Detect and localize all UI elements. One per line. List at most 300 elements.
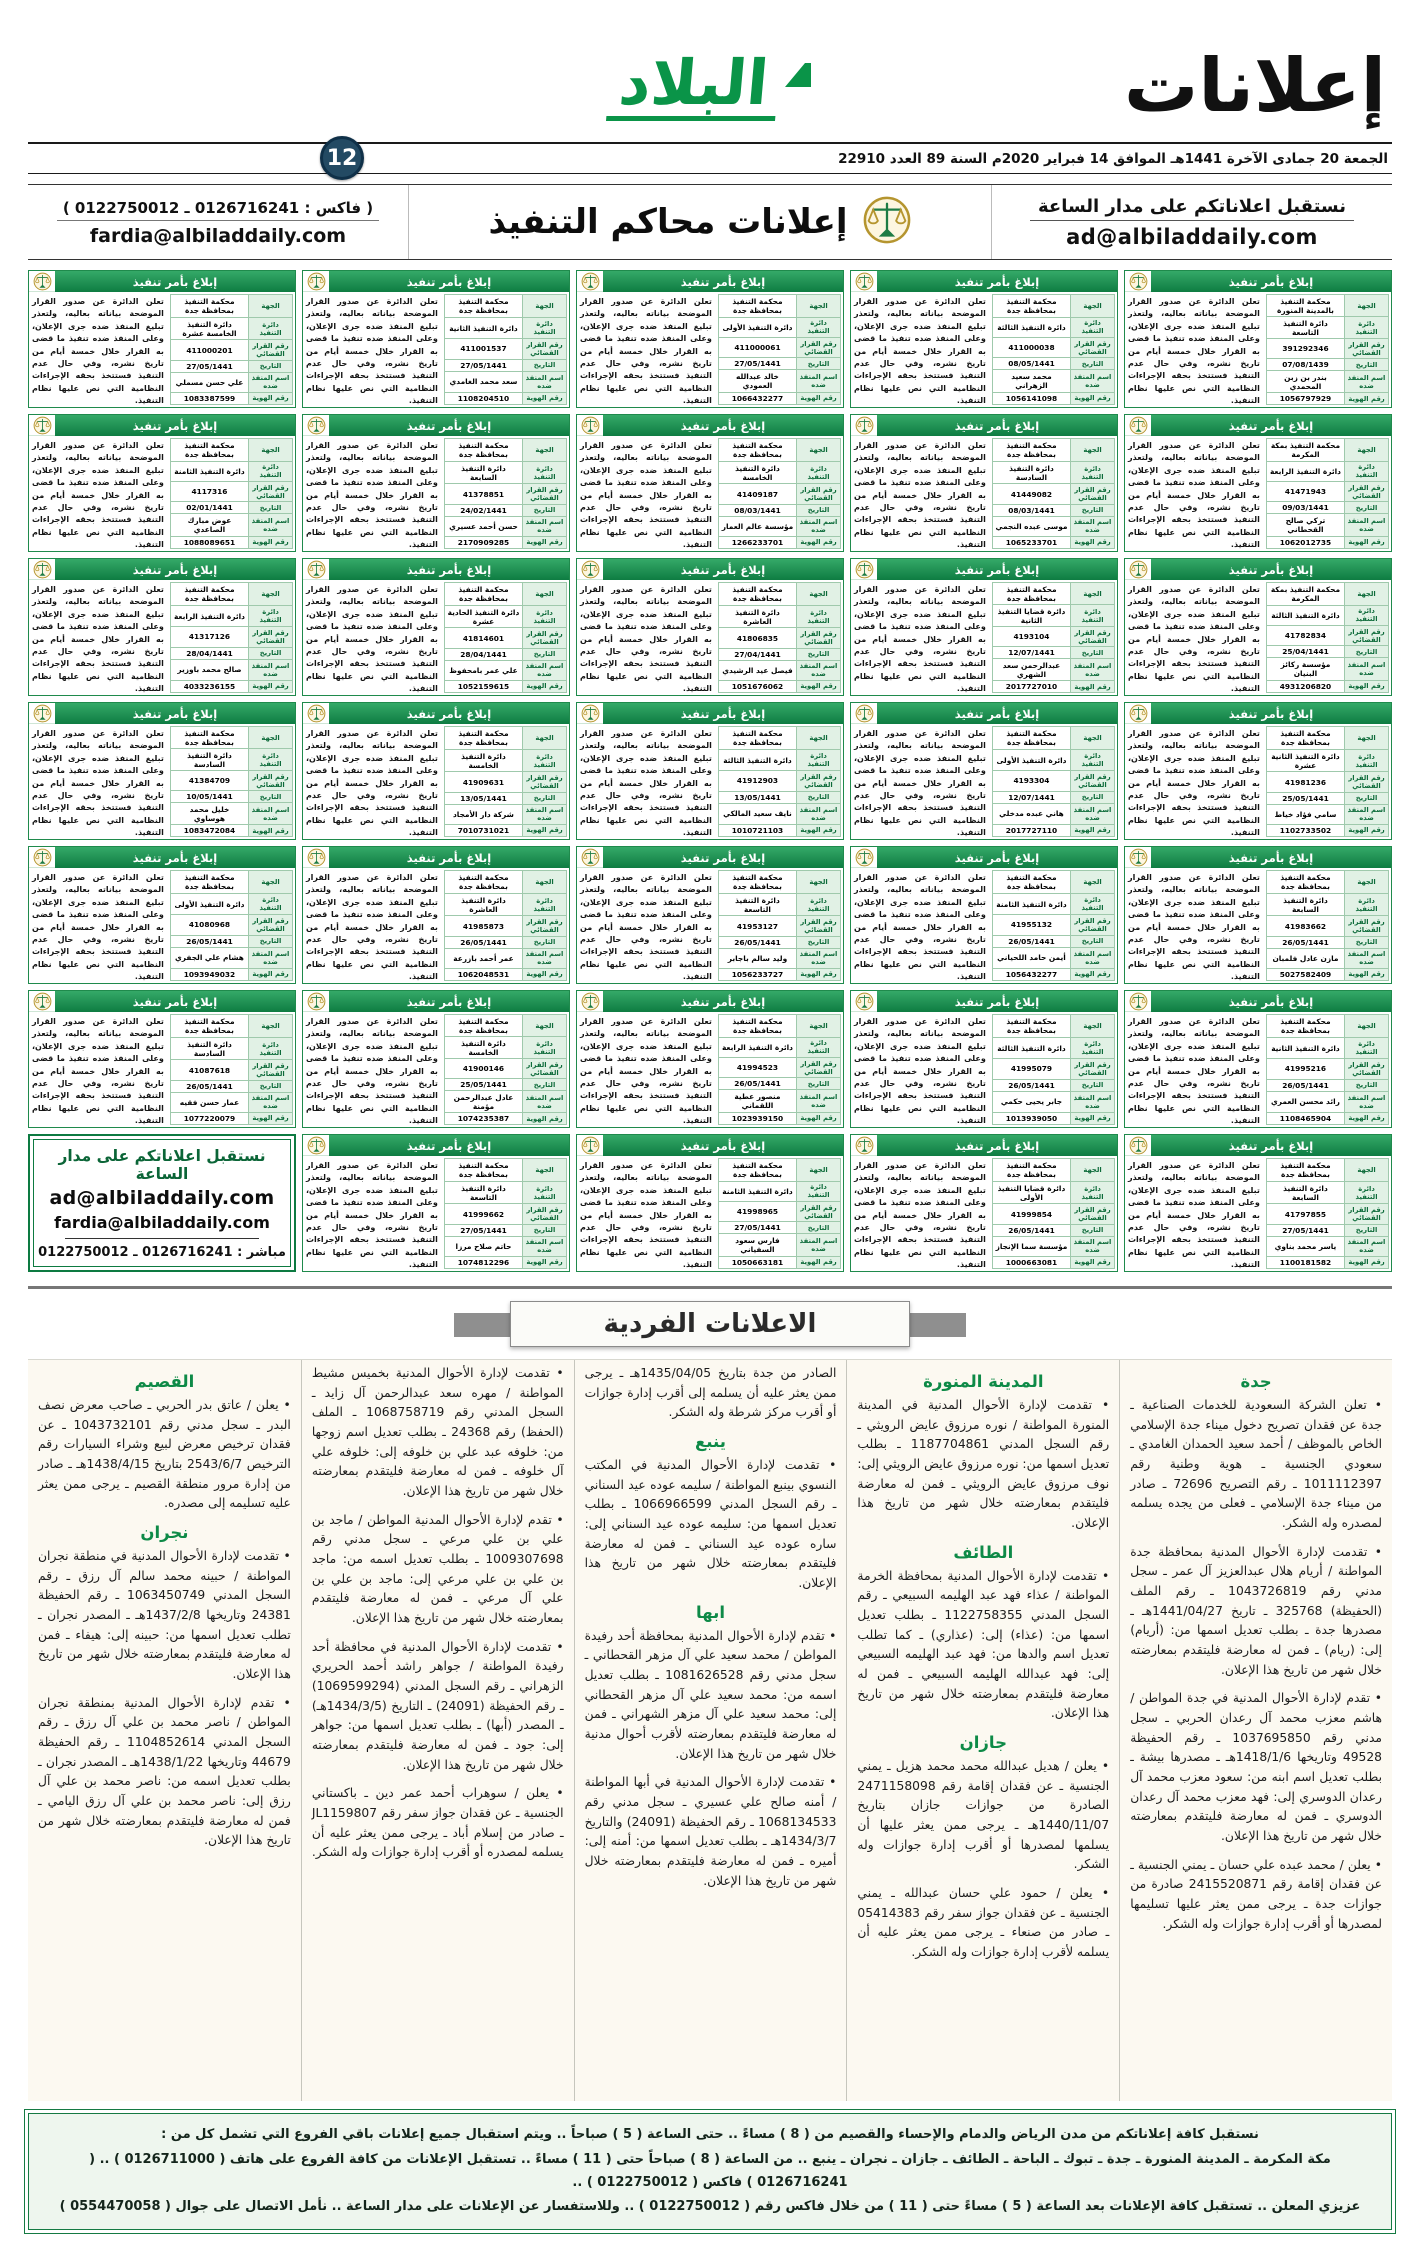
field-label: رقم القرار القضائي — [797, 916, 841, 936]
field-label: رقم الهوية — [1071, 968, 1115, 980]
notice-card-body — [29, 436, 295, 551]
execution-notice-card — [1124, 990, 1392, 1128]
notice-body-text: تعلن الدائرة عن صدور القرار الموضحة بياناته بعاليه، ولتعذر تبليغ المنفذ ضده جرى الإعلان، وعلى المنفذ ضده تنفيذ ما قضى به القرار خلال خمسة أيام من تاريخ نشره، وفي حال عدم التنفيذ فستتخذ بحقه الإجراءات النظامية التي نص عليها نظام التنفيذ. — [580, 441, 712, 550]
field-value-court: محكمة التنفيذ بمكة المكرمة — [1266, 439, 1344, 462]
field-value-id-no: 1056797929 — [1266, 393, 1344, 405]
field-value-id-no: 1056233727 — [718, 968, 796, 980]
field-value-court: محكمة التنفيذ بمحافظة جدة — [718, 295, 796, 318]
classified-ad: • تقدم لإدارة الأحوال المدنية في جدة المواطن / هاشم معزب محمد آل رعدان الحربي ـ سجل مدني رقم 1037695850 ـ رقم الحفيظة 49528 وتاريخها 1418/1/6هـ ـ مصدرها بيشة ـ بطلب تعديل اسم ابنه من: سعود معزب محمد آل رعدان الدوسري إلى: فهد معزب محمد آل رعدان الدوسري ـ فمن له معارضة فليتقدم بمعارضته خلال شهر من تاريخ هذا الإعلان. — [1130, 1691, 1383, 1844]
field-label: اسم المنفذ ضده — [523, 660, 567, 680]
field-label: الجهة — [523, 727, 567, 750]
notice-card-body — [851, 1156, 1117, 1271]
field-value-circuit: دائرة التنفيذ الحادية عشرة — [444, 605, 522, 628]
field-value-id-no: 1050663181 — [718, 1256, 796, 1268]
execution-notice-card — [1124, 702, 1392, 840]
justice-scales-icon — [303, 415, 329, 436]
field-value-id-no: 1066432277 — [718, 392, 796, 404]
field-value-debtor-name: منصور عطية اللقماني — [718, 1090, 796, 1113]
field-value-decision-no: 41985873 — [444, 916, 522, 936]
field-label: دائرة التنفيذ — [1071, 605, 1115, 627]
field-value-date: 02/01/1441 — [170, 502, 248, 514]
page-footer — [28, 2113, 1392, 2230]
notice-card-header — [1125, 847, 1391, 868]
notice-card-header — [1125, 271, 1391, 292]
field-value-debtor-name: حاتم صلاح مرزا — [444, 1236, 522, 1256]
field-value-court: محكمة التنفيذ بمحافظة جدة — [444, 295, 522, 318]
field-value-circuit: دائرة التنفيذ الثانية عشرة — [1266, 749, 1344, 772]
field-value-circuit: دائرة التنفيذ الخامسة عشرة — [170, 317, 248, 340]
field-label: دائرة التنفيذ — [249, 461, 293, 481]
field-label: رقم الهوية — [249, 536, 293, 548]
field-label: التاريخ — [797, 358, 841, 370]
execution-notice-card — [576, 558, 844, 696]
field-label: دائرة التنفيذ — [1071, 750, 1115, 771]
field-label: رقم الهوية — [1071, 824, 1115, 836]
field-value-id-no: 1051676062 — [718, 680, 796, 692]
field-value-date: 27/05/1441 — [1266, 1224, 1344, 1236]
field-label: التاريخ — [1345, 1224, 1389, 1236]
field-value-debtor-name: رائد محسن العمري — [1266, 1091, 1344, 1112]
field-label: الجهة — [1345, 1159, 1389, 1182]
notice-card-body — [1125, 1156, 1391, 1271]
field-label: التاريخ — [1345, 792, 1389, 804]
field-value-court: محكمة التنفيذ بمحافظة جدة — [444, 439, 522, 462]
field-label: التاريخ — [249, 791, 293, 803]
field-label: دائرة التنفيذ — [1071, 1181, 1115, 1204]
execution-notice-card — [302, 990, 570, 1128]
field-label: رقم الهوية — [1345, 968, 1389, 980]
classified-ad: • يعلن / محمد عبده علي حسان ـ يمني الجنسية ـ عن فقدان إقامة رقم 2415520871 صادرة من جوازات جدة ـ يرجى ممن يعثر عليها تسليمها لمصدرها أو أقرب إدارة جوازات وله الشكر. — [1130, 1857, 1383, 1931]
field-value-id-no: 5027582409 — [1266, 968, 1344, 980]
execution-notice-card — [850, 846, 1118, 984]
field-value-debtor-name: أيمن حامد اللحياني — [992, 947, 1070, 968]
notice-card-body — [29, 868, 295, 983]
court-ads-header — [408, 185, 992, 259]
field-label: دائرة التنفيذ — [1345, 605, 1389, 625]
field-value-decision-no: 41912903 — [718, 770, 796, 791]
field-label: رقم الهوية — [797, 968, 841, 980]
justice-scales-icon — [29, 703, 55, 724]
field-value-court: محكمة التنفيذ بمحافظة جدة — [992, 1015, 1070, 1038]
field-label: اسم المنفذ ضده — [249, 947, 293, 968]
field-label: اسم المنفذ ضده — [797, 516, 841, 536]
field-label: دائرة التنفيذ — [797, 317, 841, 337]
notice-fields-table — [444, 870, 567, 981]
field-label: رقم الهوية — [1345, 536, 1389, 548]
field-label: الجهة — [523, 295, 567, 318]
field-label: دائرة التنفيذ — [523, 461, 567, 484]
field-label: دائرة التنفيذ — [523, 749, 567, 772]
execution-notice-card — [576, 702, 844, 840]
page-number-badge: 12 — [320, 136, 364, 180]
field-label: الجهة — [1071, 1015, 1115, 1038]
notice-title: إبلاغ بأمر تنفيذ — [603, 559, 843, 580]
notice-body-text: تعلن الدائرة عن صدور القرار الموضحة بياناته بعاليه، ولتعذر تبليغ المنفذ ضده جرى الإعلان، وعلى المنفذ ضده تنفيذ ما قضى به القرار خلال خمسة أيام من تاريخ نشره، وفي حال عدم التنفيذ فستتخذ بحقه الإجراءات النظامية التي نص عليها نظام التنفيذ. — [32, 585, 164, 694]
notice-card-body — [1125, 292, 1391, 407]
field-value-circuit: دائرة التنفيذ الثالثة — [718, 750, 796, 771]
field-label: الجهة — [249, 583, 293, 606]
notice-body-text: تعلن الدائرة عن صدور القرار الموضحة بياناته بعاليه، ولتعذر تبليغ المنفذ ضده جرى الإعلان، وعلى المنفذ ضده تنفيذ ما قضى به القرار خلال خمسة أيام من تاريخ نشره، وفي حال عدم التنفيذ فستتخذ بحقه الإجراءات النظامية التي نص عليها نظام التنفيذ. — [306, 441, 438, 550]
field-value-circuit: دائرة التنفيذ الرابعة — [718, 1037, 796, 1057]
field-value-court: محكمة التنفيذ بالمدينة المنورة — [1266, 295, 1344, 317]
notice-fields-table — [1266, 294, 1389, 405]
field-value-id-no: 4931206820 — [1266, 680, 1344, 692]
field-label: رقم القرار القضائي — [797, 1058, 841, 1078]
classified-ad: • تقدمت لإدارة الأحوال المدنية بمحافظة جدة المواطنة / أريام هلال عبدالعزيز آل عمر ـ سجل مدني رقم 1043726819 ـ رقم الملف (الحفيظة) 325768 ـ تاريخ 1441/04/27هـ ـ مصدرها جدة ـ بطلب تعديل اسمها من: (أريام) إلى: (ريام) ـ فمن له معارضة فليتقدم بمعارضته خلال شهر من تاريخ هذا الإعلان. — [1130, 1544, 1382, 1677]
notice-card-header — [303, 1135, 569, 1156]
justice-scales-icon — [303, 847, 329, 868]
field-label: رقم القرار القضائي — [1345, 1058, 1389, 1079]
field-label: دائرة التنفيذ — [249, 317, 293, 340]
field-label: الجهة — [523, 871, 567, 894]
notice-title: إبلاغ بأمر تنفيذ — [1151, 559, 1391, 580]
field-label: الجهة — [249, 727, 293, 749]
notice-card-body — [303, 1156, 569, 1271]
field-value-debtor-name: عبدالرحمن سعد الشهري — [992, 659, 1070, 681]
logo-text: البلاد — [606, 52, 781, 121]
notice-fields-table — [1266, 438, 1389, 549]
justice-scales-icon — [29, 271, 55, 292]
field-value-id-no: 1065233701 — [992, 536, 1070, 548]
field-value-date: 24/02/1441 — [444, 504, 522, 516]
notice-body-text: تعلن الدائرة عن صدور القرار الموضحة بياناته بعاليه، ولتعذر تبليغ المنفذ ضده جرى الإعلان، وعلى المنفذ ضده تنفيذ ما قضى به القرار خلال خمسة أيام من تاريخ نشره، وفي حال عدم التنفيذ فستتخذ بحقه الإجراءات النظامية التي نص عليها نظام التنفيذ. — [306, 1017, 438, 1126]
field-label: دائرة التنفيذ — [1345, 893, 1389, 916]
field-value-court: محكمة التنفيذ بمحافظة جدة — [992, 439, 1070, 462]
justice-scales-icon — [577, 1135, 603, 1156]
field-label: رقم القرار القضائي — [523, 628, 567, 648]
field-value-circuit: دائرة التنفيذ السابعة — [444, 461, 522, 484]
field-label: الجهة — [1345, 295, 1389, 317]
field-label: اسم المنفذ ضده — [1345, 371, 1389, 393]
notice-card-header — [1125, 415, 1391, 436]
field-label: رقم الهوية — [1071, 1112, 1115, 1124]
notice-title: إبلاغ بأمر تنفيذ — [1151, 703, 1391, 724]
notice-card-body — [577, 724, 843, 839]
notice-title: إبلاغ بأمر تنفيذ — [877, 847, 1117, 868]
city-heading: ابها — [696, 1602, 725, 1622]
field-label: اسم المنفذ ضده — [523, 804, 567, 824]
field-value-decision-no: 411000038 — [992, 338, 1070, 358]
field-label: التاريخ — [1345, 359, 1389, 371]
execution-notice-card — [850, 702, 1118, 840]
field-label: رقم الهوية — [249, 680, 293, 692]
field-value-decision-no: 41471943 — [1266, 482, 1344, 502]
justice-scales-icon — [303, 991, 329, 1012]
field-label: رقم الهوية — [797, 392, 841, 404]
field-value-circuit: دائرة التنفيذ التاسعة — [444, 1181, 522, 1204]
field-label: دائرة التنفيذ — [249, 749, 293, 771]
field-label: التاريخ — [1071, 647, 1115, 659]
field-label: الجهة — [249, 1015, 293, 1038]
execution-notice-card — [28, 558, 296, 696]
field-value-court: محكمة التنفيذ بمحافظة جدة — [444, 871, 522, 894]
field-label: الجهة — [797, 871, 841, 894]
classifieds-column — [301, 1360, 574, 2101]
notice-card-body — [577, 292, 843, 407]
field-label: اسم المنفذ ضده — [797, 948, 841, 968]
field-label: التاريخ — [249, 935, 293, 947]
field-value-decision-no: 411001537 — [444, 338, 522, 359]
contact-box-divider — [65, 1238, 258, 1239]
field-label: التاريخ — [1345, 646, 1389, 658]
field-label: رقم الهوية — [1071, 392, 1115, 404]
notice-body-text: تعلن الدائرة عن صدور القرار الموضحة بياناته بعاليه، ولتعذر تبليغ المنفذ ضده جرى الإعلان، وعلى المنفذ ضده تنفيذ ما قضى به القرار خلال خمسة أيام من تاريخ نشره، وفي حال عدم التنفيذ فستتخذ بحقه الإجراءات النظامية التي نص عليها نظام التنفيذ. — [32, 1017, 164, 1126]
notice-card-body — [303, 436, 569, 551]
field-label: التاريخ — [1071, 791, 1115, 803]
notice-body-text: تعلن الدائرة عن صدور القرار الموضحة بياناته بعاليه، ولتعذر تبليغ المنفذ ضده جرى الإعلان، وعلى المنفذ ضده تنفيذ ما قضى به القرار خلال خمسة أيام من تاريخ نشره، وفي حال عدم التنفيذ فستتخذ بحقه الإجراءات النظامية التي نص عليها نظام التنفيذ. — [580, 585, 712, 694]
notice-card-header — [851, 271, 1117, 292]
field-value-date: 27/05/1441 — [718, 1222, 796, 1234]
notice-title: إبلاغ بأمر تنفيذ — [329, 847, 569, 868]
field-value-decision-no: 41999662 — [444, 1204, 522, 1224]
notice-card-header — [1125, 1135, 1391, 1156]
field-label: الجهة — [1345, 439, 1389, 462]
field-value-decision-no: 41782834 — [1266, 626, 1344, 646]
classified-ad: الصادر من جدة بتاريخ 1435/04/05هـ ـ يرجى ممن يعثر عليه أن يسلمه إلى أقرب إدارة جوازات أو أقرب مركز شرطة وله الشكر. — [584, 1366, 837, 1420]
field-value-decision-no: 41995216 — [1266, 1058, 1344, 1079]
field-label: اسم المنفذ ضده — [1345, 948, 1389, 968]
field-value-id-no: 7010731021 — [444, 824, 522, 836]
justice-scales-icon — [851, 703, 877, 724]
field-label: رقم القرار القضائي — [797, 770, 841, 791]
notice-body-text: تعلن الدائرة عن صدور القرار الموضحة بياناته بعاليه، ولتعذر تبليغ المنفذ ضده جرى الإعلان، وعلى المنفذ ضده تنفيذ ما قضى به القرار خلال خمسة أيام من تاريخ نشره، وفي حال عدم التنفيذ فستتخذ بحقه الإجراءات النظامية التي نص عليها نظام التنفيذ. — [1128, 729, 1260, 838]
section-divider — [28, 1286, 1392, 1289]
execution-notice-card — [850, 990, 1118, 1128]
field-label: اسم المنفذ ضده — [797, 1090, 841, 1113]
field-label: دائرة التنفيذ — [523, 318, 567, 339]
field-value-decision-no: 41080968 — [170, 914, 248, 935]
field-value-court: محكمة التنفيذ بمحافظة جدة — [444, 727, 522, 750]
field-label: رقم الهوية — [1345, 824, 1389, 836]
field-label: دائرة التنفيذ — [1071, 461, 1115, 484]
notice-card-header — [29, 991, 295, 1012]
execution-notice-card — [850, 558, 1118, 696]
field-label: اسم المنفذ ضده — [1345, 658, 1389, 681]
notice-body-text: تعلن الدائرة عن صدور القرار الموضحة بياناته بعاليه، ولتعذر تبليغ المنفذ ضده جرى الإعلان، وعلى المنفذ ضده تنفيذ ما قضى به القرار خلال خمسة أيام من تاريخ نشره، وفي حال عدم التنفيذ فستتخذ بحقه الإجراءات النظامية التي نص عليها نظام التنفيذ. — [1128, 873, 1260, 982]
notice-fields-table — [170, 294, 293, 405]
field-value-date: 12/07/1441 — [992, 647, 1070, 659]
field-value-id-no: 1108204510 — [444, 392, 522, 404]
notice-fields-table — [992, 1158, 1115, 1269]
field-label: رقم القرار القضائي — [523, 916, 567, 936]
notice-fields-table — [444, 438, 567, 549]
notice-fields-table — [1266, 582, 1389, 693]
field-value-circuit: دائرة التنفيذ السادسة — [170, 1037, 248, 1060]
notice-card-header — [303, 271, 569, 292]
field-value-decision-no: 41909631 — [444, 772, 522, 792]
notice-fields-table — [444, 582, 567, 693]
field-value-decision-no: 41981236 — [1266, 772, 1344, 792]
field-label: التاريخ — [797, 1078, 841, 1090]
field-value-court: محكمة التنفيذ بمحافظة جدة — [718, 1015, 796, 1038]
field-label: رقم الهوية — [523, 392, 567, 404]
notice-card-header — [577, 847, 843, 868]
field-value-circuit: دائرة التنفيذ السادسة — [992, 461, 1070, 484]
field-value-debtor-name: سعد محمد الغامدي — [444, 371, 522, 392]
receive-ads-label: نستقبل اعلاناتكم على مدار الساعة — [1030, 196, 1354, 221]
field-label: دائرة التنفيذ — [1345, 317, 1389, 339]
field-label: رقم القرار القضائي — [797, 1202, 841, 1222]
subheader-fax — [28, 198, 408, 247]
justice-scales-icon — [303, 559, 329, 580]
justice-scales-icon — [303, 703, 329, 724]
contact-box — [28, 1134, 296, 1272]
notice-card-body — [577, 580, 843, 695]
classified-ad: • تقدمت لإدارة الأحوال المدنية في منطقة نجران المواطنة / حبينه محمد سالم آل رزق ـ رقم السجل المدني 1063450749 ـ رقم الحفيظة 24381 وتاريخها 1437/2/8هـ ـ المصدر نجران ـ تطلب تعديل اسمها من: حبينه إلى: هيفاء ـ فمن له معارضة فليتقدم بمعارضته خلال شهر من تاريخ هذا الإعلان. — [38, 1549, 291, 1682]
notice-body-text: تعلن الدائرة عن صدور القرار الموضحة بياناته بعاليه، ولتعذر تبليغ المنفذ ضده جرى الإعلان، وعلى المنفذ ضده تنفيذ ما قضى به القرار خلال خمسة أيام من تاريخ نشره، وفي حال عدم التنفيذ فستتخذ بحقه الإجراءات النظامية التي نص عليها نظام التنفيذ. — [854, 441, 986, 550]
field-value-debtor-name: تركي صالح القحطاني — [1266, 514, 1344, 537]
notice-title: إبلاغ بأمر تنفيذ — [55, 703, 295, 724]
field-value-circuit: دائرة التنفيذ السابعة — [1266, 893, 1344, 916]
city-heading: المدينة المنورة — [923, 1372, 1044, 1391]
field-label: اسم المنفذ ضده — [1071, 947, 1115, 968]
field-value-debtor-name: مؤسسة عالم العمار — [718, 516, 796, 536]
field-value-date: 27/04/1441 — [718, 648, 796, 660]
field-label: اسم المنفذ ضده — [249, 514, 293, 537]
field-label: اسم المنفذ ضده — [249, 659, 293, 680]
execution-notice-card — [1124, 846, 1392, 984]
field-value-circuit: دائرة التنفيذ الأولى — [718, 317, 796, 337]
field-value-circuit: دائرة التنفيذ الخامسة — [444, 749, 522, 772]
justice-scales-icon — [851, 415, 877, 436]
notice-card-body — [303, 292, 569, 407]
field-label: الجهة — [523, 439, 567, 462]
notice-body-text: تعلن الدائرة عن صدور القرار الموضحة بياناته بعاليه، ولتعذر تبليغ المنفذ ضده جرى الإعلان، وعلى المنفذ ضده تنفيذ ما قضى به القرار خلال خمسة أيام من تاريخ نشره، وفي حال عدم التنفيذ فستتخذ بحقه الإجراءات النظامية التي نص عليها نظام التنفيذ. — [580, 873, 712, 982]
notice-card-body — [851, 436, 1117, 551]
field-label: التاريخ — [523, 1224, 567, 1236]
field-label: التاريخ — [1071, 1224, 1115, 1236]
field-value-circuit: دائرة التنفيذ الرابعة — [1266, 461, 1344, 481]
justice-scales-icon — [303, 1135, 329, 1156]
page-header — [28, 34, 1392, 174]
field-label: التاريخ — [523, 792, 567, 804]
field-label: التاريخ — [797, 791, 841, 803]
field-value-date: 28/04/1441 — [170, 647, 248, 659]
notice-card-header — [303, 991, 569, 1012]
field-value-debtor-name: عمار حسن فقيه — [170, 1092, 248, 1112]
field-label: اسم المنفذ ضده — [1071, 370, 1115, 393]
notice-body-text: تعلن الدائرة عن صدور القرار الموضحة بياناته بعاليه، ولتعذر تبليغ المنفذ ضده جرى الإعلان، وعلى المنفذ ضده تنفيذ ما قضى به القرار خلال خمسة أيام من تاريخ نشره، وفي حال عدم التنفيذ فستتخذ بحقه الإجراءات النظامية التي نص عليها نظام التنفيذ. — [854, 729, 986, 838]
field-value-court: محكمة التنفيذ بمحافظة جدة — [444, 1159, 522, 1182]
notice-title: إبلاغ بأمر تنفيذ — [603, 1135, 843, 1156]
field-value-circuit: دائرة التنفيذ العاشرة — [718, 605, 796, 628]
notice-card-body — [303, 724, 569, 839]
field-label: الجهة — [1071, 871, 1115, 894]
notice-body-text: تعلن الدائرة عن صدور القرار الموضحة بياناته بعاليه، ولتعذر تبليغ المنفذ ضده جرى الإعلان، وعلى المنفذ ضده تنفيذ ما قضى به القرار خلال خمسة أيام من تاريخ نشره، وفي حال عدم التنفيذ فستتخذ بحقه الإجراءات النظامية التي نص عليها نظام التنفيذ. — [580, 1161, 712, 1270]
notice-card-body — [1125, 436, 1391, 551]
execution-notice-card — [28, 702, 296, 840]
field-value-date: 26/05/1441 — [992, 1224, 1070, 1236]
field-value-debtor-name: مازن عادل فلمبان — [1266, 948, 1344, 968]
field-label: رقم القرار القضائي — [797, 484, 841, 504]
field-value-court: محكمة التنفيذ بمحافظة جدة — [992, 583, 1070, 605]
execution-notice-card — [28, 846, 296, 984]
field-label: رقم الهوية — [523, 968, 567, 980]
notice-card-header — [29, 271, 295, 292]
notice-card-body — [303, 1012, 569, 1127]
classified-ad: • تقدمت لإدارة الأحوال المدنية في المدينة المنورة المواطنة / نوره مرزوق عايض الرويثي ـ رقم السجل المدني 1187704861 ـ بطلب تعديل اسمها من: نوره مرزوق عايض الرويثي إلى: نوف مرزوق عايض الرويثي ـ فمن له معارضة فليتقدم بمعارضته خلال شهر من تاريخ هذا الإعلان. — [857, 1398, 1110, 1531]
notice-card-body — [303, 868, 569, 983]
field-value-circuit: دائرة التنفيذ الرابعة — [170, 606, 248, 627]
field-value-court: محكمة التنفيذ بمحافظة جدة — [718, 1159, 796, 1182]
notice-card-header — [851, 1135, 1117, 1156]
field-label: رقم القرار القضائي — [1071, 914, 1115, 935]
notice-card-body — [851, 580, 1117, 695]
city-heading: جدة — [1240, 1372, 1272, 1391]
notice-card-body — [1125, 868, 1391, 983]
field-value-court: محكمة التنفيذ بمحافظة جدة — [992, 727, 1070, 750]
notice-card-body — [851, 1012, 1117, 1127]
justice-scales-icon — [851, 559, 877, 580]
field-value-decision-no: 41806835 — [718, 628, 796, 648]
field-label: دائرة التنفيذ — [1071, 317, 1115, 337]
field-label: اسم المنفذ ضده — [523, 516, 567, 536]
notice-body-text: تعلن الدائرة عن صدور القرار الموضحة بياناته بعاليه، ولتعذر تبليغ المنفذ ضده جرى الإعلان، وعلى المنفذ ضده تنفيذ ما قضى به القرار خلال خمسة أيام من تاريخ نشره، وفي حال عدم التنفيذ فستتخذ بحقه الإجراءات النظامية التي نص عليها نظام التنفيذ. — [1128, 1017, 1260, 1126]
field-value-court: محكمة التنفيذ بمحافظة جدة — [992, 1159, 1070, 1182]
notice-title: إبلاغ بأمر تنفيذ — [603, 271, 843, 292]
field-value-decision-no: 411000201 — [170, 340, 248, 360]
notice-body-text: تعلن الدائرة عن صدور القرار الموضحة بياناته بعاليه، ولتعذر تبليغ المنفذ ضده جرى الإعلان، وعلى المنفذ ضده تنفيذ ما قضى به القرار خلال خمسة أيام من تاريخ نشره، وفي حال عدم التنفيذ فستتخذ بحقه الإجراءات النظامية التي نص عليها نظام التنفيذ. — [32, 873, 164, 982]
execution-notice-card — [576, 414, 844, 552]
classified-ad: • تقدمت لإدارة الأحوال المدنية في محافظة أحد رفيدة المواطنة / جواهر راشد أحمد الحريري الزهراني ـ رقم السجل المدني (1069599294) ـ رقم الحفيظة (24091) ـ التاريخ (1434/3/5هـ) ـ المصدر (أبها) ـ بطلب تعديل اسمها من: جواهر إلى: جود ـ فمن له معارضة فليتقدم بمعارضته خلال شهر من تاريخ هذا الإعلان. — [311, 1639, 564, 1772]
contact-box-email-ad: ad@albiladdaily.com — [49, 1186, 275, 1209]
notice-body-text: تعلن الدائرة عن صدور القرار الموضحة بياناته بعاليه، ولتعذر تبليغ المنفذ ضده جرى الإعلان، وعلى المنفذ ضده تنفيذ ما قضى به القرار خلال خمسة أيام من تاريخ نشره، وفي حال عدم التنفيذ فستتخذ بحقه الإجراءات النظامية التي نص عليها نظام التنفيذ. — [1128, 585, 1260, 694]
execution-notice-card — [1124, 558, 1392, 696]
justice-scales-icon — [577, 559, 603, 580]
notice-card-header — [1125, 559, 1391, 580]
classifieds-ribbon — [510, 1301, 910, 1347]
field-value-debtor-name: موسى عبده النجمي — [992, 516, 1070, 536]
notice-card-body — [577, 436, 843, 551]
field-value-decision-no: 41998965 — [718, 1202, 796, 1222]
field-value-decision-no: 4193104 — [992, 627, 1070, 647]
field-value-circuit: دائرة التنفيذ التاسعة — [1266, 317, 1344, 339]
field-value-decision-no: 41955132 — [992, 914, 1070, 935]
notice-card-header — [29, 415, 295, 436]
field-value-circuit: دائرة التنفيذ التاسعة — [718, 893, 796, 916]
justice-scales-icon — [29, 559, 55, 580]
classifieds-column — [28, 1360, 301, 2101]
notice-title: إبلاغ بأمر تنفيذ — [55, 991, 295, 1012]
classified-ad: • تقدم لإدارة الأحوال المدنية بمحافظة أحد رفيدة المواطن / محمد سعيد علي آل مزهر القحطاني ـ سجل مدني رقم 1081626528 ـ بطلب تعديل اسمه من: محمد سعيد علي آل مزهر القحطاني إلى: محمد سعيد علي آل مزهر الشهراني ـ فمن له معارضة فليتقدم بمعارضته لأقرب أحوال مدنية خلال شهر من تاريخ هذا الإعلان. — [584, 1628, 837, 1761]
field-label: اسم المنفذ ضده — [523, 1091, 567, 1113]
field-value-date: 26/05/1441 — [718, 936, 796, 948]
subheader-contact — [992, 196, 1392, 249]
field-value-decision-no: 41384709 — [170, 771, 248, 791]
field-value-id-no: 1062048531 — [444, 968, 522, 980]
execution-notice-card — [1124, 1134, 1392, 1272]
field-label: دائرة التنفيذ — [1071, 1038, 1115, 1059]
notice-body-text: تعلن الدائرة عن صدور القرار الموضحة بياناته بعاليه، ولتعذر تبليغ المنفذ ضده جرى الإعلان، وعلى المنفذ ضده تنفيذ ما قضى به القرار خلال خمسة أيام من تاريخ نشره، وفي حال عدم التنفيذ فستتخذ بحقه الإجراءات النظامية التي نص عليها نظام التنفيذ. — [1128, 1161, 1260, 1270]
field-value-decision-no: 41999854 — [992, 1204, 1070, 1224]
field-value-circuit: دائرة التنفيذ الثامنة — [718, 1181, 796, 1201]
execution-notice-card — [28, 270, 296, 408]
field-label: رقم الهوية — [797, 1112, 841, 1124]
field-label: التاريخ — [523, 359, 567, 371]
notice-title: إبلاغ بأمر تنفيذ — [329, 1135, 569, 1156]
field-label: التاريخ — [523, 1079, 567, 1091]
notice-fields-table — [718, 870, 841, 981]
field-label: التاريخ — [249, 647, 293, 659]
execution-notice-card — [302, 702, 570, 840]
field-label: اسم المنفذ ضده — [797, 803, 841, 824]
notice-title: إبلاغ بأمر تنفيذ — [1151, 847, 1391, 868]
field-value-date: 09/03/1441 — [1266, 502, 1344, 514]
execution-notice-card — [302, 558, 570, 696]
field-value-circuit: دائرة التنفيذ العاشرة — [444, 893, 522, 916]
field-label: رقم الهوية — [797, 680, 841, 692]
field-value-debtor-name: خليل محمد هوساوي — [170, 803, 248, 825]
